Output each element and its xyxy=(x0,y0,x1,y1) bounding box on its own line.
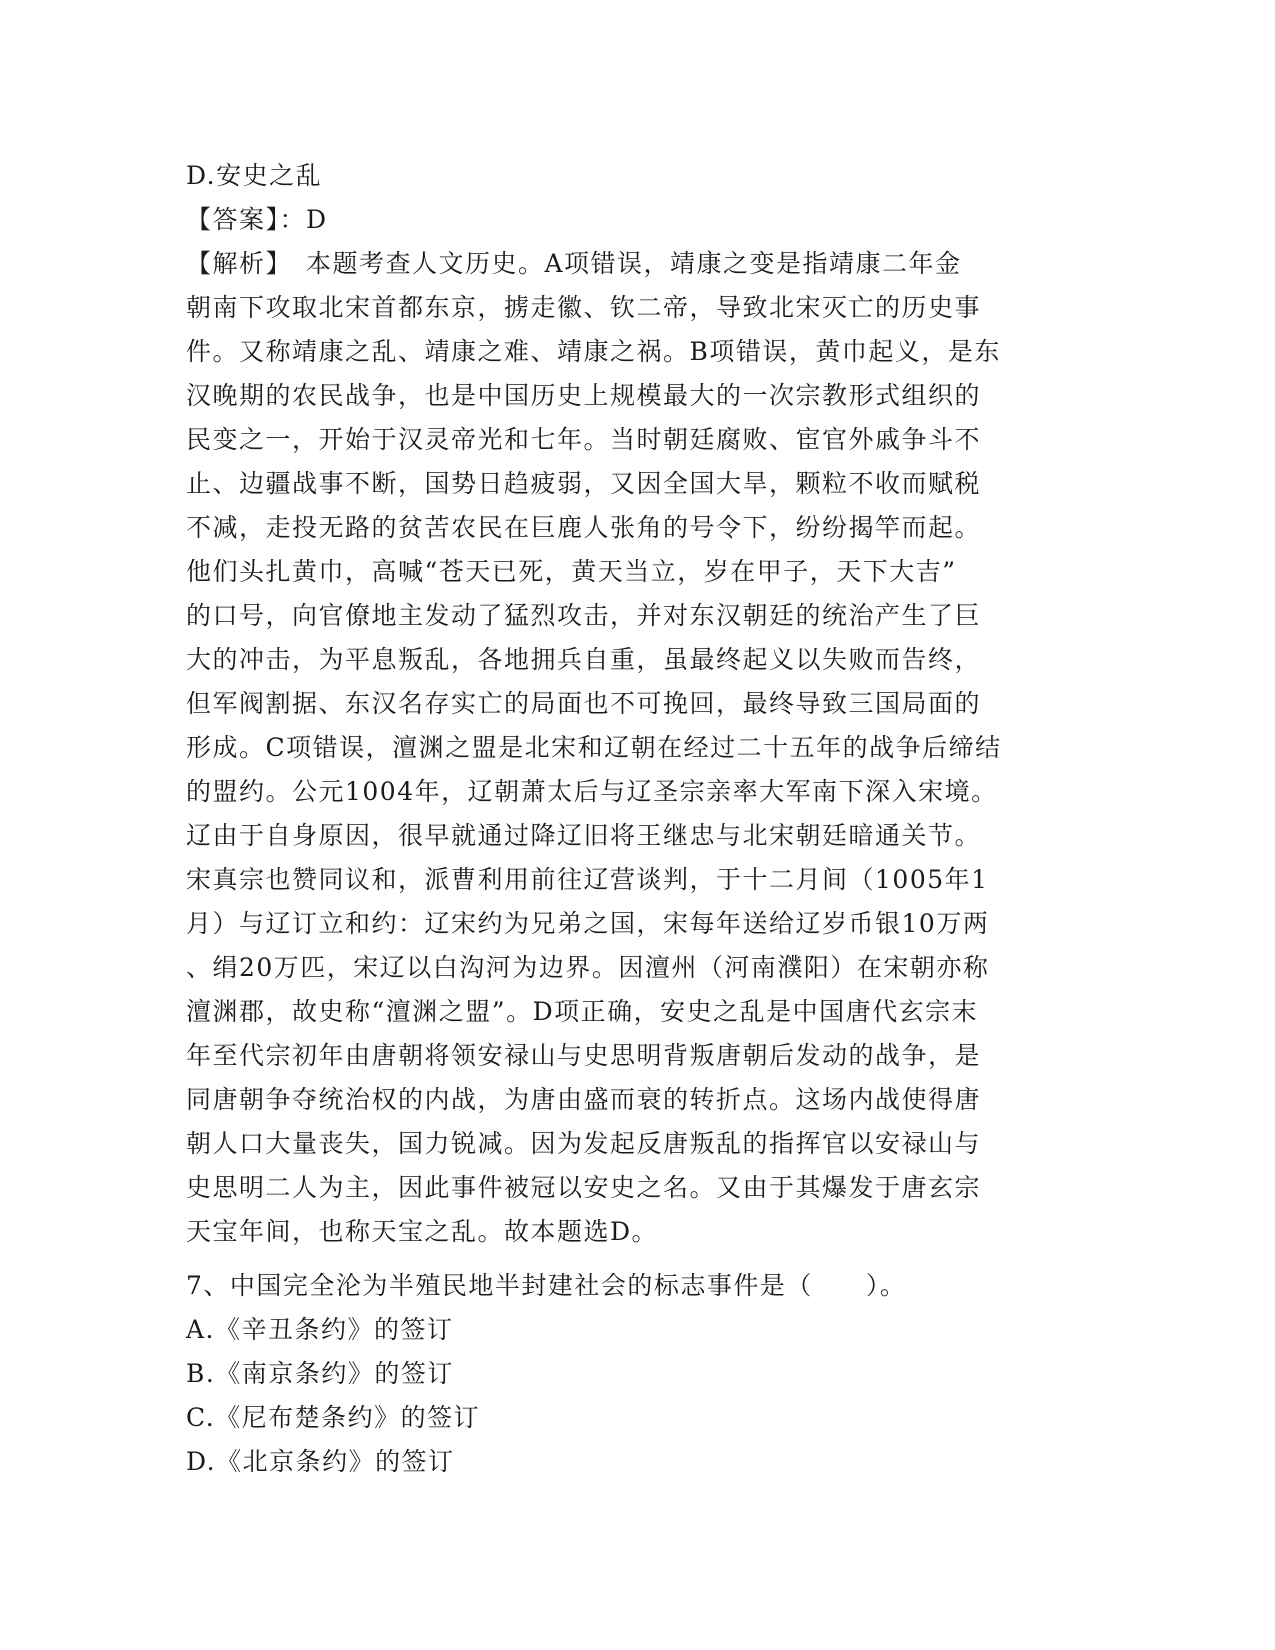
analysis-line: 朝人口大量丧失，国力锐减。因为发起反唐叛乱的指挥官以安禄山与 xyxy=(186,1129,982,1158)
analysis-line: 、绢20万匹，宋辽以白沟河为边界。因澶州（河南濮阳）在宋朝亦称 xyxy=(186,953,990,982)
analysis-line: 不减，走投无路的贫苦农民在巨鹿人张角的号令下，纷纷揭竿而起。 xyxy=(186,513,982,542)
analysis-line: 天宝年间，也称天宝之乱。故本题选D。 xyxy=(186,1217,659,1246)
answer-line: 【答案】：D xyxy=(186,205,328,234)
analysis-line: 的盟约。公元1004年，辽朝萧太后与辽圣宗亲率大军南下深入宋境。 xyxy=(186,777,998,806)
option-a: A.《辛丑条约》的签订 xyxy=(186,1315,454,1344)
analysis-line: 宋真宗也赞同议和，派曹利用前往辽营谈判，于十二月间（1005年1 xyxy=(186,865,989,894)
option-c: C.《尼布楚条约》的签订 xyxy=(186,1403,481,1432)
analysis-line: 朝南下攻取北宋首都东京，掳走徽、钦二帝，导致北宋灭亡的历史事 xyxy=(186,293,982,322)
analysis-line: 形成。C项错误，澶渊之盟是北宋和辽朝在经过二十五年的战争后缔结 xyxy=(186,733,1002,762)
analysis-line: 的口号，向官僚地主发动了猛烈攻击，并对东汉朝廷的统治产生了巨 xyxy=(186,601,982,630)
analysis-line: 大的冲击，为平息叛乱，各地拥兵自重，虽最终起义以失败而告终， xyxy=(186,645,982,674)
analysis-line: 汉晚期的农民战争，也是中国历史上规模最大的一次宗教形式组织的 xyxy=(186,381,982,410)
page-content xyxy=(186,154,1066,1484)
analysis-line: 辽由于自身原因，很早就通过降辽旧将王继忠与北宋朝廷暗通关节。 xyxy=(186,821,982,850)
option-b: B.《南京条约》的签订 xyxy=(186,1359,454,1388)
analysis-line: 年至代宗初年由唐朝将领安禄山与史思明背叛唐朝后发动的战争，是 xyxy=(186,1041,982,1070)
analysis-line: 民变之一，开始于汉灵帝光和七年。当时朝廷腐败、宦官外戚争斗不 xyxy=(186,425,982,454)
question-7 xyxy=(186,1264,1066,1484)
analysis-paragraph xyxy=(186,242,1066,1254)
analysis-line: 件。又称靖康之乱、靖康之难、靖康之祸。B项错误，黄巾起义，是东 xyxy=(186,337,1001,366)
analysis-line: 月）与辽订立和约：辽宋约为兄弟之国，宋每年送给辽岁币银10万两 xyxy=(186,909,990,938)
analysis-line: 他们头扎黄巾，高喊“苍天已死，黄天当立，岁在甲子，天下大吉” xyxy=(186,557,957,586)
analysis-line: 同唐朝争夺统治权的内战，为唐由盛而衰的转折点。这场内战使得唐 xyxy=(186,1085,982,1114)
analysis-line: 澶渊郡，故史称“澶渊之盟”。D项正确，安史之乱是中国唐代玄宗末 xyxy=(186,997,979,1026)
option-d-previous: D.安史之乱 xyxy=(186,161,323,190)
analysis-line: 史思明二人为主，因此事件被冠以安史之名。又由于其爆发于唐玄宗 xyxy=(186,1173,982,1202)
analysis-line: 止、边疆战事不断，国势日趋疲弱，又因全国大旱，颗粒不收而赋税 xyxy=(186,469,982,498)
question-stem: 7、中国完全沦为半殖民地半封建社会的标志事件是（ ）。 xyxy=(186,1271,907,1300)
option-d: D.《北京条约》的签订 xyxy=(186,1447,455,1476)
analysis-line: 【解析】 本题考查人文历史。A项错误，靖康之变是指靖康二年金 xyxy=(186,249,962,278)
analysis-line: 但军阀割据、东汉名存实亡的局面也不可挽回，最终导致三国局面的 xyxy=(186,689,982,718)
